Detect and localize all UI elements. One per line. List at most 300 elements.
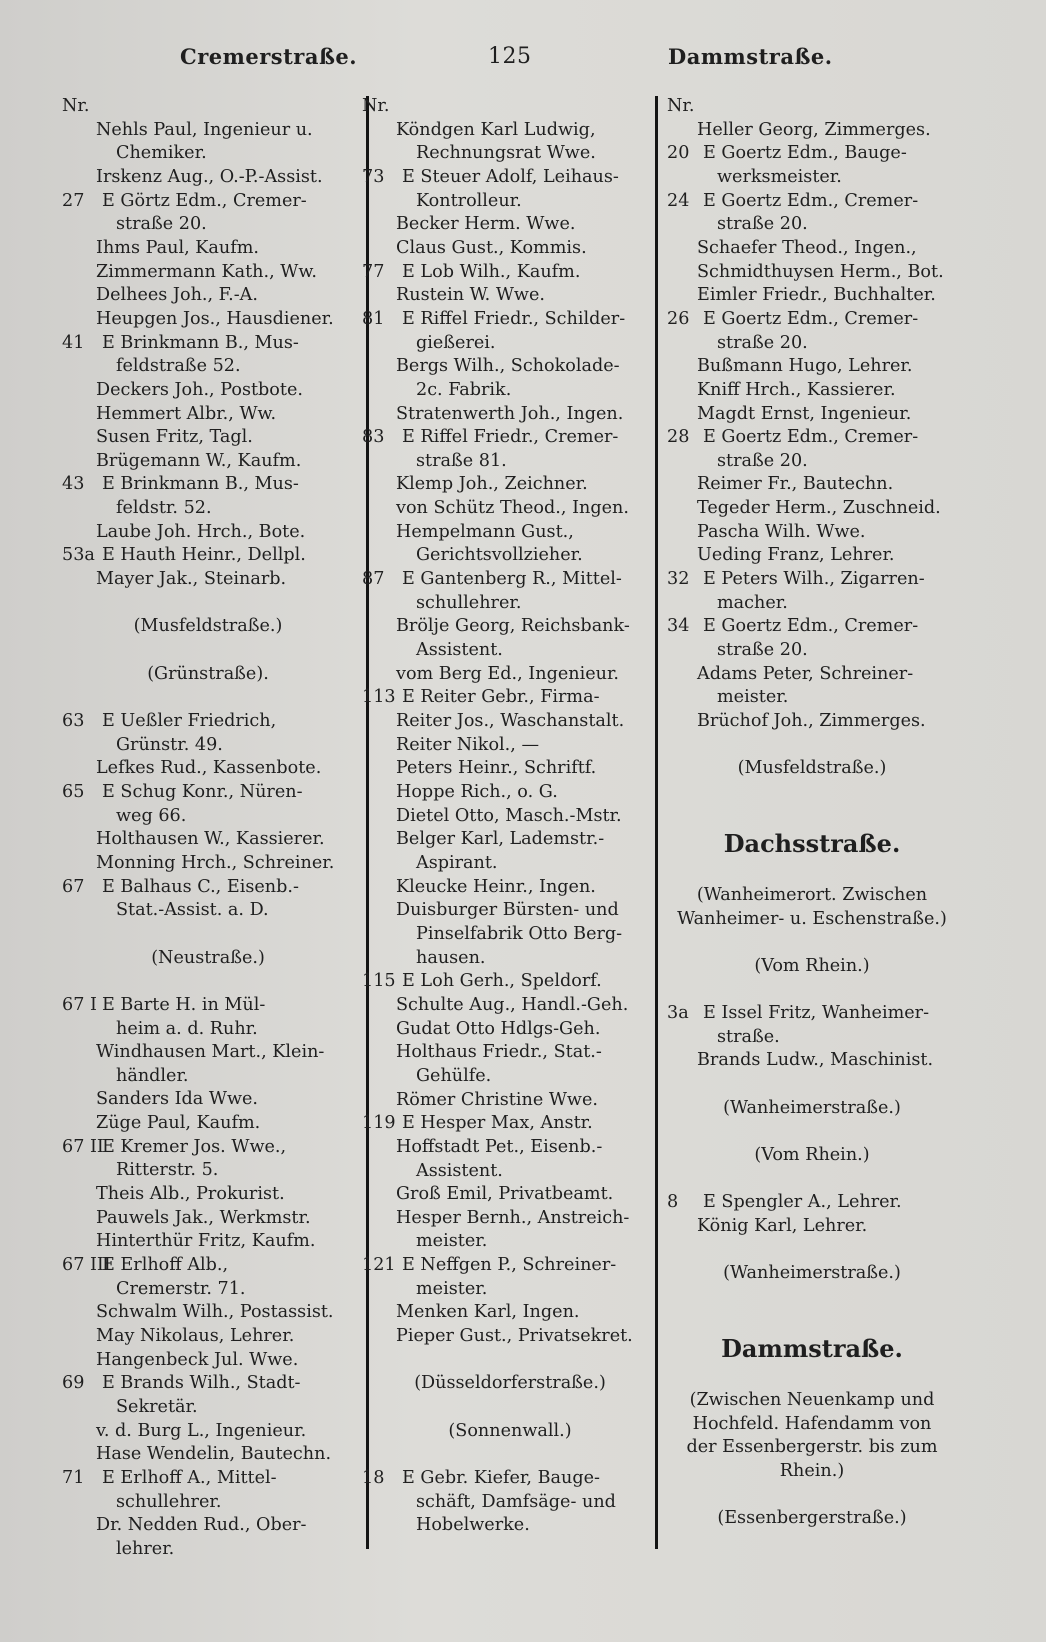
spacer	[362, 1443, 658, 1467]
entry-line: Schmidthuysen Herm., Bot.	[697, 261, 944, 282]
description-line: der Essenbergerstr. bis zum	[686, 1437, 938, 1458]
running-head-left: Cremerstraße.	[180, 44, 358, 69]
cross-street-heading: (Sonnenwall.)	[448, 1420, 572, 1441]
resident-entry	[362, 1183, 658, 1207]
resident-entry	[62, 1420, 354, 1444]
entry-continuation: straße 20.	[717, 640, 808, 661]
description-line: (Zwischen Neuenkamp und	[689, 1389, 935, 1410]
resident-entry	[62, 757, 354, 781]
resident-entry	[362, 521, 658, 568]
entry-line: Ueding Franz, Lehrer.	[697, 545, 895, 566]
resident-entry	[362, 237, 658, 261]
entry-line: E Riffel Friedr., Cremer-	[402, 427, 619, 448]
description-line: (Wanheimerort. Zwischen	[696, 884, 928, 905]
house-number: 115	[362, 971, 396, 992]
cross-street-heading: (Vom Rhein.)	[754, 1145, 870, 1166]
house-number: 67 II	[62, 1136, 104, 1157]
resident-entry	[362, 686, 658, 710]
entry-line: Römer Christine Wwe.	[396, 1089, 598, 1110]
house-number: 119	[362, 1113, 396, 1134]
resident-entry	[62, 710, 354, 757]
entry-continuation: Chemiker.	[116, 143, 207, 164]
entry-line: Hangenbeck Jul. Wwe.	[96, 1349, 299, 1370]
entry-continuation: straße 20.	[717, 332, 808, 353]
resident-entry	[362, 497, 658, 521]
entry-line: Kniff Hrch., Kassierer.	[697, 379, 896, 400]
resident-entry	[62, 332, 354, 379]
resident-entry	[62, 544, 354, 568]
entry-continuation: Aspirant.	[416, 852, 498, 873]
entry-line: Brölje Georg, Reichsbank-	[396, 616, 630, 637]
resident-entry	[62, 1088, 354, 1112]
entry-line: Schwalm Wilh., Postassist.	[96, 1302, 334, 1323]
resident-entry	[62, 1514, 354, 1561]
house-number: 69	[62, 1373, 85, 1394]
resident-entry	[362, 1467, 658, 1538]
entry-continuation: Gehülfe.	[416, 1065, 492, 1086]
spacer	[667, 1286, 957, 1310]
resident-entry	[667, 1002, 957, 1049]
entry-line: Becker Herm. Wwe.	[396, 214, 576, 235]
column-right	[667, 95, 957, 1531]
house-number: 67	[62, 876, 85, 897]
entry-line: Groß Emil, Privatbeamt.	[396, 1184, 614, 1205]
house-number: 73	[362, 166, 385, 187]
resident-entry	[62, 473, 354, 520]
entry-line: E Steuer Adolf, Leihaus-	[402, 166, 619, 187]
resident-entry	[62, 876, 354, 923]
resident-entry	[62, 1301, 354, 1325]
entry-continuation: gießerei.	[416, 332, 496, 353]
resident-entry	[667, 426, 957, 473]
entry-line: Susen Fritz, Tagl.	[96, 427, 253, 448]
spacer	[667, 931, 957, 955]
house-number: 67 I	[62, 994, 97, 1015]
resident-entry	[62, 1372, 354, 1419]
entry-line: E Goertz Edm., Cremer-	[703, 308, 919, 329]
entry-continuation: macher.	[717, 592, 788, 613]
street-description	[667, 1389, 957, 1484]
entry-line: Pieper Gust., Privatsekret.	[396, 1326, 633, 1347]
resident-entry	[362, 355, 658, 402]
house-number: 18	[362, 1468, 385, 1488]
house-number: 26	[667, 308, 690, 329]
entry-line: E Neffgen P., Schreiner-	[402, 1255, 617, 1276]
resident-entry	[62, 426, 354, 450]
resident-entry	[362, 1325, 658, 1349]
resident-entry	[62, 568, 354, 592]
entry-continuation: schullehrer.	[416, 592, 522, 613]
description-line: Wanheimer- u. Eschenstraße.)	[677, 908, 947, 929]
resident-entry	[667, 1191, 957, 1215]
entry-line: E Peters Wilh., Zigarren-	[703, 569, 925, 590]
house-number: 71	[62, 1467, 85, 1488]
resident-entry	[62, 261, 354, 285]
entry-line: E Hesper Max, Anstr.	[402, 1113, 593, 1134]
resident-entry	[667, 1215, 957, 1239]
resident-entry	[667, 521, 957, 545]
running-head-right: Dammstraße.	[668, 44, 833, 69]
entry-line: Reimer Fr., Bautechn.	[697, 474, 894, 495]
entry-line: E Spengler A., Lehrer.	[703, 1192, 902, 1213]
entry-line: E Goertz Edm., Cremer-	[703, 190, 919, 211]
entry-line: Menken Karl, Ingen.	[396, 1302, 580, 1323]
resident-entry	[362, 213, 658, 237]
resident-entry	[362, 1301, 658, 1325]
resident-entry	[667, 568, 957, 615]
resident-entry	[362, 1207, 658, 1254]
entry-continuation: 2c. Fabrik.	[416, 379, 512, 400]
entry-line: Pauwels Jak., Werkmstr.	[96, 1207, 311, 1228]
house-number: 83	[362, 427, 385, 448]
house-number: 3a	[667, 1003, 689, 1024]
resident-entry	[362, 970, 658, 994]
entry-line: Hase Wendelin, Bautechn.	[96, 1444, 332, 1465]
entry-line: Hoffstadt Pet., Eisenb.-	[396, 1136, 603, 1157]
spacer	[667, 1239, 957, 1263]
resident-entry	[62, 852, 354, 876]
entry-line: E Goertz Edm., Cremer-	[703, 427, 919, 448]
entry-line: Sanders Ida Wwe.	[96, 1089, 259, 1110]
spacer	[667, 860, 957, 884]
entry-continuation: feldstraße 52.	[116, 356, 241, 377]
entry-line: Hesper Bernh., Anstreich-	[396, 1207, 630, 1228]
entry-line: Holthausen W., Kassierer.	[96, 829, 325, 850]
resident-entry	[362, 757, 658, 781]
entry-line: Hoppe Rich., o. G.	[396, 782, 558, 803]
entry-line: Brügemann W., Kaufm.	[96, 450, 302, 471]
entry-line: Reiter Nikol., —	[396, 734, 540, 755]
house-number: 8	[667, 1192, 679, 1213]
entry-line: Duisburger Bürsten- und	[396, 900, 619, 921]
entry-continuation: straße 20.	[717, 450, 808, 471]
entry-line: E Goertz Edm., Cremer-	[703, 616, 919, 637]
page-number: 125	[488, 44, 532, 69]
resident-entry	[362, 805, 658, 829]
resident-entry	[362, 568, 658, 615]
resident-entry	[362, 710, 658, 734]
resident-entry	[62, 450, 354, 474]
entry-line: E Schug Konr., Nüren-	[102, 781, 303, 802]
resident-entry	[62, 1254, 354, 1301]
resident-entry	[362, 1018, 658, 1042]
entry-line: E Loh Gerh., Speldorf.	[402, 971, 602, 992]
resident-entry	[362, 473, 658, 497]
column-heading: Nr.	[667, 96, 695, 116]
cross-street-heading: (Wanheimerstraße.)	[723, 1263, 901, 1284]
entry-line: E Gantenberg R., Mittel-	[402, 569, 622, 590]
house-number: 27	[62, 190, 85, 211]
entry-continuation: feldstr. 52.	[116, 498, 212, 519]
entry-continuation: meister.	[416, 1278, 488, 1299]
house-number: 81	[362, 308, 385, 329]
entry-line: v. d. Burg L., Ingenieur.	[96, 1420, 307, 1441]
spacer	[362, 1349, 658, 1373]
resident-entry	[362, 284, 658, 308]
entry-line: Hemmert Albr., Ww.	[96, 403, 277, 424]
entry-line: Deckers Joh., Postbote.	[96, 379, 303, 400]
spacer	[62, 686, 354, 710]
resident-entry	[362, 828, 658, 875]
resident-entry	[362, 426, 658, 473]
entry-line: Lefkes Rud., Kassenbote.	[96, 758, 322, 779]
resident-entry	[62, 403, 354, 427]
entry-continuation: Grünstr. 49.	[116, 734, 223, 755]
house-number: 87	[362, 569, 385, 590]
entry-line: E Barte H. in Mül-	[102, 994, 266, 1015]
resident-entry	[362, 308, 658, 355]
entry-continuation: straße 81.	[416, 450, 507, 471]
description-line: Rhein.)	[779, 1460, 845, 1481]
spacer	[667, 1120, 957, 1144]
entry-line: vom Berg Ed., Ingenieur.	[396, 663, 620, 684]
entry-line: E Brinkmann B., Mus-	[102, 474, 299, 495]
entry-line: Gudat Otto Hdlgs-Geh.	[396, 1018, 601, 1039]
entry-line: E Balhaus C., Eisenb.-	[102, 876, 299, 897]
entry-continuation: lehrer.	[116, 1538, 175, 1559]
resident-entry	[62, 284, 354, 308]
column-heading: Nr.	[362, 96, 390, 116]
resident-entry	[362, 261, 658, 285]
cross-street-heading: (Musfeldstraße.)	[737, 758, 887, 779]
spacer	[62, 970, 354, 994]
entry-continuation: werksmeister.	[717, 166, 842, 187]
resident-entry	[62, 1443, 354, 1467]
entry-line: Bergs Wilh., Schokolade-	[396, 356, 620, 377]
entry-line: Klemp Joh., Zeichner.	[396, 474, 588, 495]
resident-entry	[667, 119, 957, 143]
entry-line: Schulte Aug., Handl.-Geh.	[396, 994, 629, 1015]
entry-continuation: meister.	[416, 1231, 488, 1252]
entry-line: Hinterthür Fritz, Kaufm.	[96, 1231, 316, 1252]
entry-continuation: straße 20.	[116, 214, 207, 235]
resident-entry	[667, 615, 957, 662]
entry-line: Pascha Wilh. Wwe.	[697, 521, 866, 542]
resident-entry	[62, 994, 354, 1041]
entry-continuation: meister.	[717, 687, 789, 708]
entry-line: Windhausen Mart., Klein-	[96, 1042, 325, 1063]
spacer	[62, 923, 354, 947]
spacer	[62, 639, 354, 663]
resident-entry	[667, 190, 957, 237]
entry-continuation: Rechnungsrat Wwe.	[416, 143, 596, 164]
entry-line: Heller Georg, Zimmerges.	[697, 119, 931, 140]
resident-entry	[362, 1254, 658, 1301]
resident-entry	[62, 166, 354, 190]
spacer	[362, 1396, 658, 1420]
resident-entry	[667, 1049, 957, 1073]
resident-entry	[362, 166, 658, 213]
spacer	[62, 592, 354, 616]
resident-entry	[62, 119, 354, 166]
resident-entry	[362, 734, 658, 758]
house-number: 63	[62, 711, 85, 731]
resident-entry	[362, 119, 658, 166]
entry-line: Tegeder Herm., Zuschneid.	[697, 498, 941, 519]
entry-line: E Lob Wilh., Kaufm.	[402, 261, 581, 282]
resident-entry	[62, 1041, 354, 1088]
entry-line: Irskenz Aug., O.-P.-Assist.	[96, 166, 323, 187]
entry-line: E Ueßler Friedrich,	[102, 711, 277, 731]
resident-entry	[667, 142, 957, 189]
resident-entry	[362, 781, 658, 805]
entry-line: E Goertz Edm., Bauge-	[703, 143, 907, 164]
entry-line: Stratenwerth Joh., Ingen.	[396, 403, 624, 424]
entry-line: E Kremer Jos. Wwe.,	[102, 1136, 287, 1157]
house-number: 113	[362, 687, 396, 708]
entry-continuation: weg 66.	[116, 805, 187, 826]
entry-line: Monning Hrch., Schreiner.	[96, 852, 335, 873]
entry-line: Delhees Joh., F.-A.	[96, 285, 258, 306]
street-title: Dachsstraße.	[723, 829, 901, 859]
entry-line: E Gebr. Kiefer, Bauge-	[402, 1468, 600, 1488]
entry-line: Holthaus Friedr., Stat.-	[396, 1042, 602, 1063]
house-number: 67 III	[62, 1255, 111, 1276]
entry-line: Rustein W. Wwe.	[396, 285, 545, 306]
resident-entry	[667, 237, 957, 261]
entry-continuation: Cremerstr. 71.	[116, 1278, 246, 1299]
entry-line: E Erlhoff Alb.,	[102, 1255, 229, 1276]
entry-line: Laube Joh. Hrch., Bote.	[96, 521, 306, 542]
resident-entry	[362, 1089, 658, 1113]
entry-continuation: Stat.-Assist. a. D.	[116, 900, 269, 921]
cross-street-heading: (Vom Rhein.)	[754, 955, 870, 976]
house-number: 43	[62, 474, 85, 495]
spacer	[667, 781, 957, 805]
house-number: 121	[362, 1255, 396, 1276]
entry-line: Ihms Paul, Kaufm.	[96, 237, 260, 258]
entry-line: Köndgen Karl Ludwig,	[396, 119, 596, 140]
house-number: 24	[667, 190, 690, 211]
house-number: 20	[667, 143, 690, 164]
resident-entry	[62, 1349, 354, 1373]
entry-line: Reiter Jos., Waschanstalt.	[396, 711, 625, 732]
house-number: 53a	[62, 545, 95, 566]
cross-street-heading: (Musfeldstraße.)	[133, 616, 283, 637]
resident-entry	[62, 1467, 354, 1514]
entry-continuation: schullehrer.	[116, 1491, 222, 1512]
resident-entry	[362, 615, 658, 662]
entry-line: E Reiter Gebr., Firma-	[402, 687, 600, 708]
house-number: 34	[667, 616, 690, 637]
entry-line: von Schütz Theod., Ingen.	[396, 498, 629, 519]
spacer	[667, 1365, 957, 1389]
entry-line: König Karl, Lehrer.	[697, 1216, 868, 1237]
cross-street-heading: (Düsseldorferstraße.)	[414, 1373, 606, 1394]
resident-entry	[667, 710, 957, 734]
resident-entry	[362, 899, 658, 970]
resident-entry	[62, 190, 354, 237]
spacer	[667, 734, 957, 758]
column-middle	[362, 95, 658, 1538]
resident-entry	[62, 1230, 354, 1254]
entry-line: May Nikolaus, Lehrer.	[96, 1326, 295, 1347]
street-description	[667, 884, 957, 931]
entry-continuation: händler.	[116, 1065, 189, 1086]
entry-line: Kleucke Heinr., Ingen.	[396, 876, 596, 897]
entry-line: E Issel Fritz, Wanheimer-	[703, 1003, 930, 1024]
cross-street-heading: (Grünstraße).	[147, 663, 269, 684]
resident-entry	[667, 355, 957, 379]
entry-continuation: Assistent.	[416, 640, 503, 661]
entry-line: Bußmann Hugo, Lehrer.	[697, 356, 913, 377]
entry-line: Nehls Paul, Ingenieur u.	[96, 119, 313, 140]
resident-entry	[667, 473, 957, 497]
house-number: 77	[362, 261, 385, 282]
entry-line: Adams Peter, Schreiner-	[697, 663, 914, 684]
entry-line: Magdt Ernst, Ingenieur.	[697, 403, 912, 424]
entry-line: Heupgen Jos., Hausdiener.	[96, 308, 334, 329]
entry-continuation: straße.	[717, 1026, 780, 1047]
resident-entry	[62, 237, 354, 261]
resident-entry	[62, 1112, 354, 1136]
resident-entry	[362, 876, 658, 900]
resident-entry	[362, 1112, 658, 1136]
resident-entry	[667, 379, 957, 403]
resident-entry	[667, 663, 957, 710]
spacer	[667, 1073, 957, 1097]
resident-entry	[62, 1183, 354, 1207]
entry-continuation: Gerichtsvollzieher.	[416, 545, 583, 566]
entry-continuation: Sekretär.	[116, 1397, 198, 1417]
resident-entry	[362, 1041, 658, 1088]
house-number: 65	[62, 781, 85, 802]
street-title: Dammstraße.	[721, 1334, 903, 1364]
resident-entry	[362, 1136, 658, 1183]
entry-line: Züge Paul, Kaufm.	[96, 1113, 261, 1134]
entry-line: Brands Ludw., Maschinist.	[697, 1050, 934, 1071]
entry-line: E Riffel Friedr., Schilder-	[402, 308, 626, 329]
resident-entry	[362, 994, 658, 1018]
entry-line: Theis Alb., Prokurist.	[96, 1184, 285, 1205]
resident-entry	[362, 403, 658, 427]
entry-line: E Brands Wilh., Stadt-	[102, 1373, 301, 1394]
column-heading: Nr.	[62, 96, 90, 116]
column-left	[62, 95, 354, 1562]
entry-continuation: straße 20.	[717, 214, 808, 235]
house-number: 41	[62, 332, 85, 353]
entry-line: Schaefer Theod., Ingen.,	[697, 237, 917, 258]
entry-continuation: Ritterstr. 5.	[116, 1160, 219, 1181]
entry-line: Eimler Friedr., Buchhalter.	[697, 285, 936, 306]
entry-line: Dr. Nedden Rud., Ober-	[96, 1515, 307, 1536]
resident-entry	[667, 261, 957, 285]
entry-line: Hempelmann Gust.,	[396, 521, 574, 542]
entry-line: Peters Heinr., Schriftf.	[396, 758, 597, 779]
entry-line: Belger Karl, Lademstr.-	[396, 829, 605, 850]
entry-line: E Brinkmann B., Mus-	[102, 332, 299, 353]
cross-street-heading: (Neustraße.)	[151, 947, 265, 968]
house-number: 28	[667, 427, 690, 448]
resident-entry	[362, 663, 658, 687]
entry-continuation: Pinselfabrik Otto Berg-	[416, 923, 623, 944]
entry-continuation: hausen.	[416, 947, 486, 968]
spacer	[667, 1310, 957, 1334]
entry-line: E Erlhoff A., Mittel-	[102, 1467, 277, 1488]
entry-continuation: Kontrolleur.	[416, 190, 522, 211]
resident-entry	[667, 308, 957, 355]
resident-entry	[62, 521, 354, 545]
entry-continuation: heim a. d. Ruhr.	[116, 1018, 258, 1039]
resident-entry	[62, 1207, 354, 1231]
resident-entry	[667, 544, 957, 568]
resident-entry	[62, 828, 354, 852]
resident-entry	[667, 284, 957, 308]
cross-street-heading: (Essenbergerstraße.)	[717, 1508, 907, 1529]
entry-continuation: Assistent.	[416, 1160, 503, 1181]
resident-entry	[667, 497, 957, 521]
entry-line: Dietel Otto, Masch.-Mstr.	[396, 805, 622, 826]
